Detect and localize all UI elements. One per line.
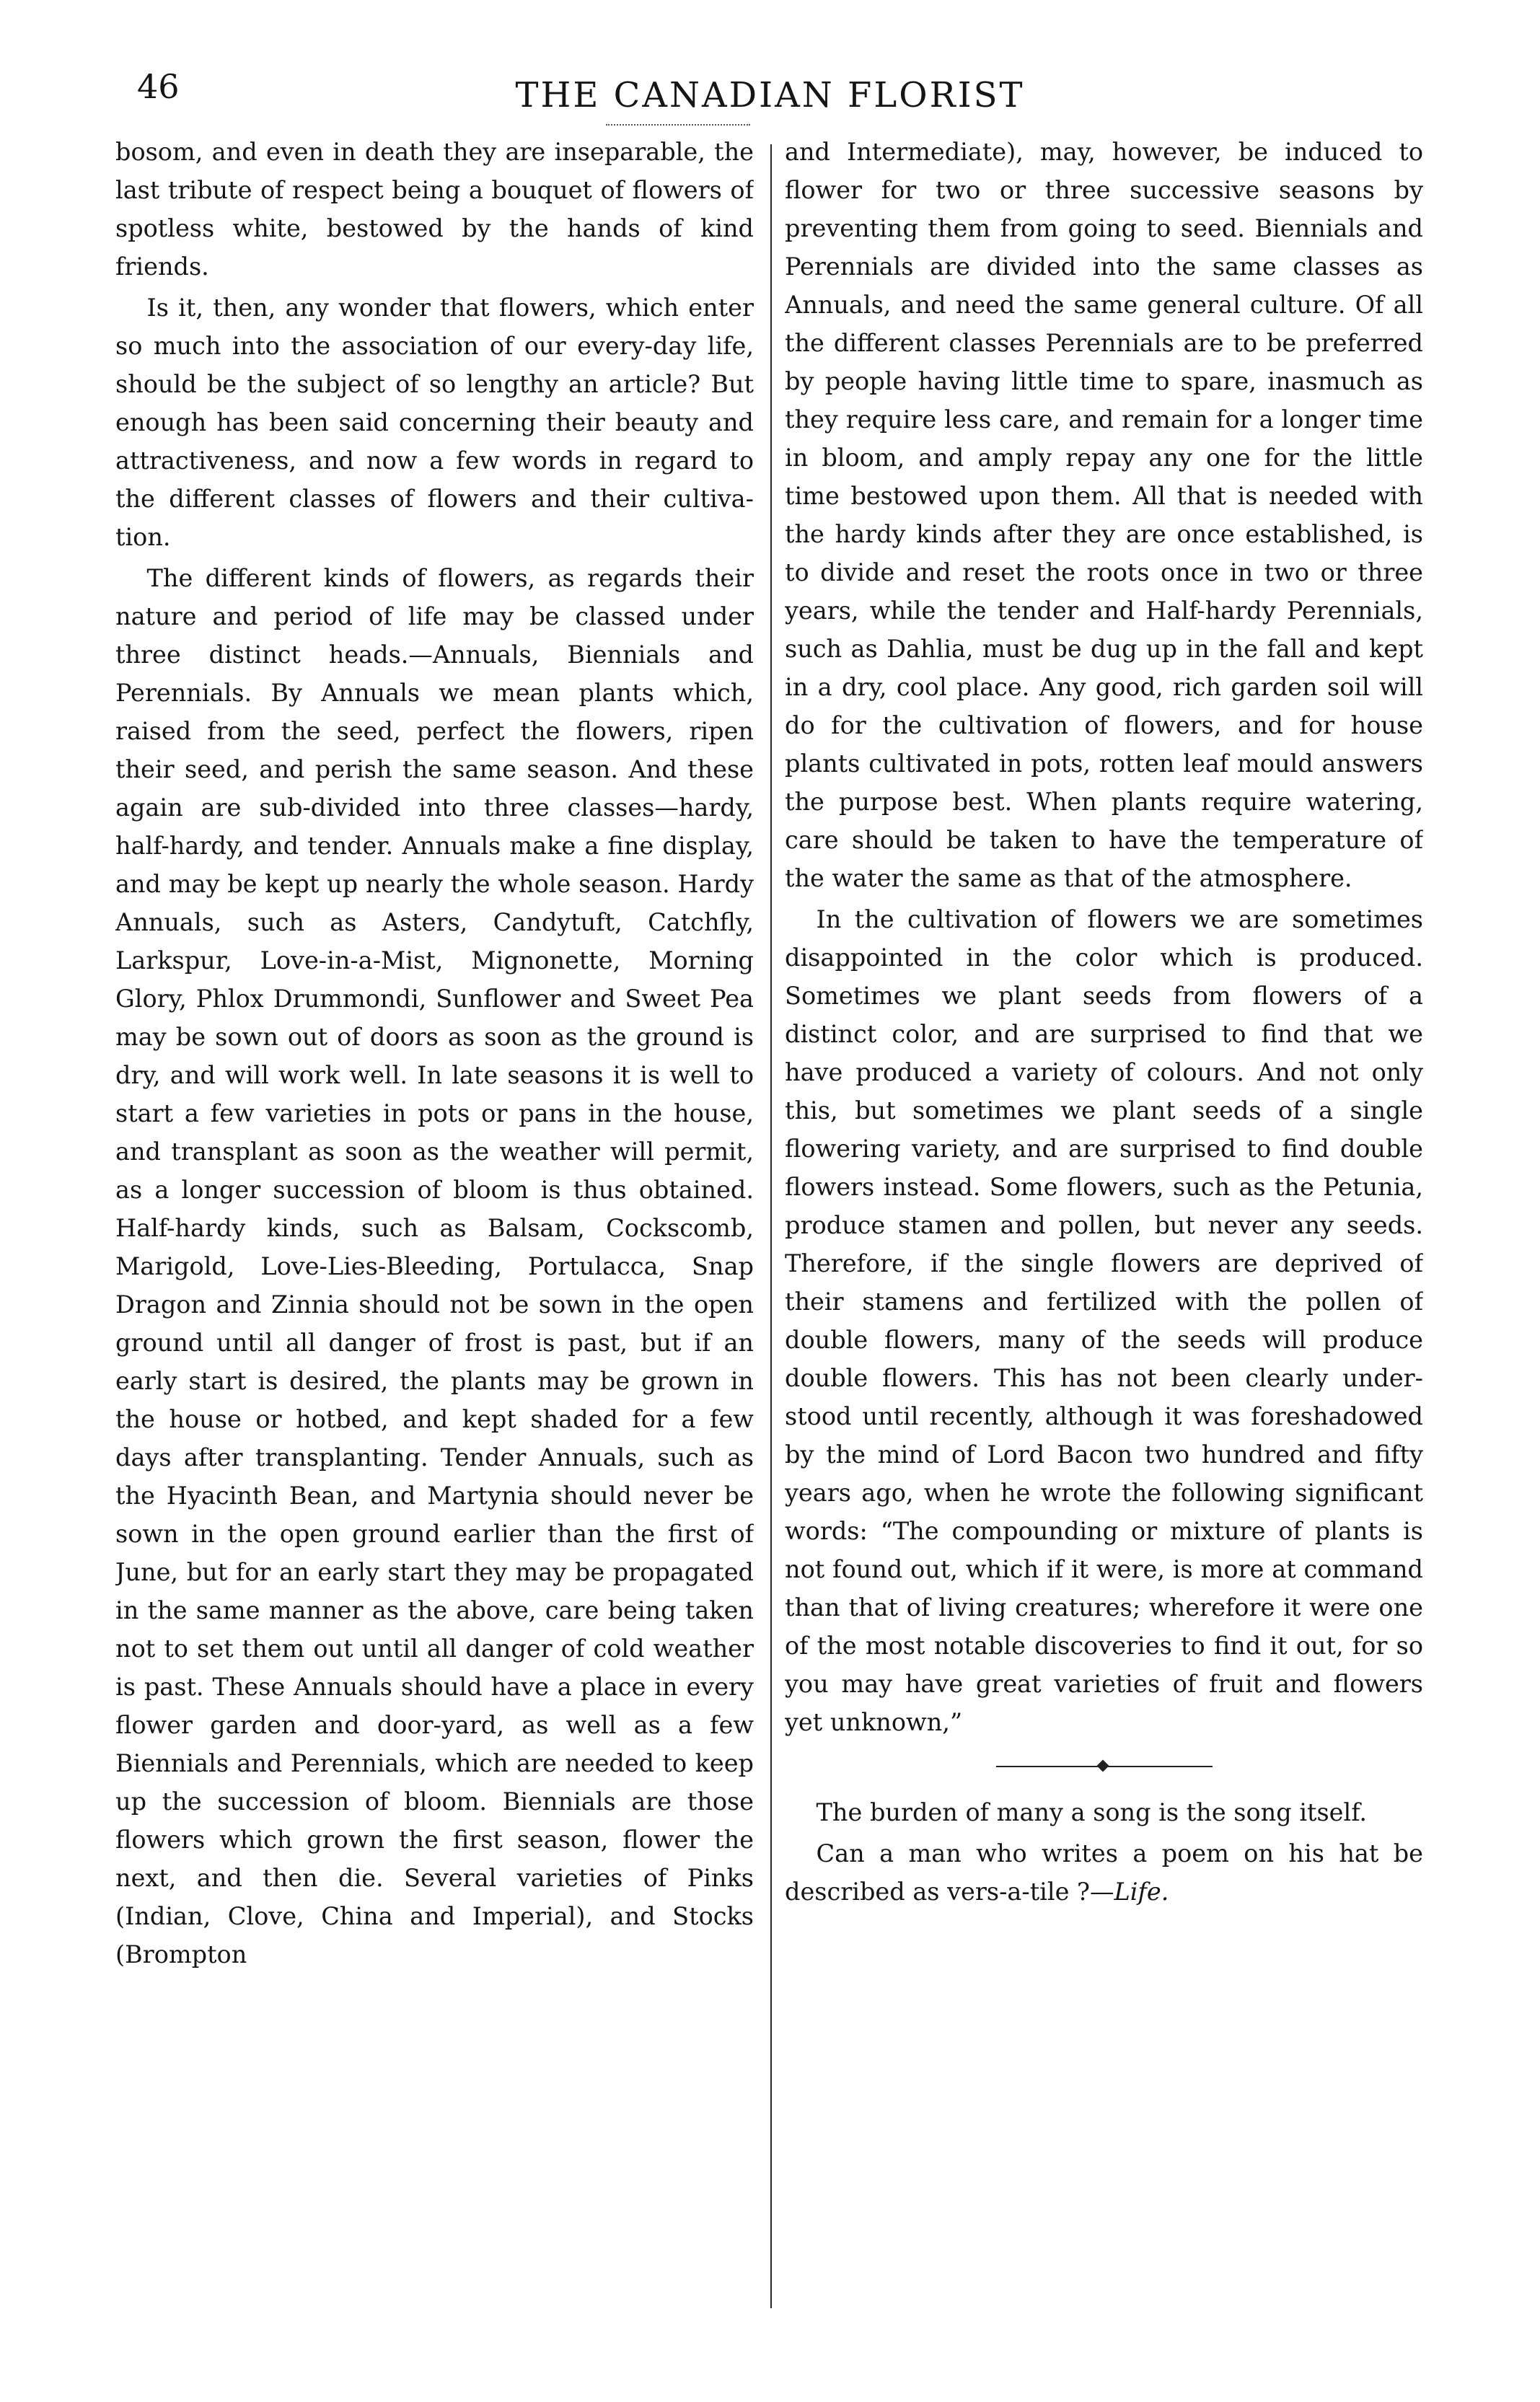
left-paragraph-2: Is it, then, any wonder that flowers, which enter so much into the association of our every-day life, should be the subject of so lengthy an article? But enough has been said concerning their beauty and attractiveness, and now a few words in regard to the different classes of flowers and their cultivation. (115, 294, 754, 551)
right-paragraph-2: In the cultivation of flowers we are sometimes disappointed in the color which is produced. Sometimes we plant seeds from flowers of a distinct color, and are surprised to find that we have produced a variety of colours. And not only this, but sometimes we plant seeds of a single flowering variety, and are surprised to find double flowers instead. Some flowers, such as the Petunia, produce stamen and pollen, but never any seeds. Therefore, if the single flowers are deprived of their stamens and fertilized with the pollen of double flowers, many of the seeds will produce double flowers. This has not been clearly understood until recently, although it was foreshadowed by the mind of Lord Bacon two hundred and fifty years ago, when he wrote the following significant words: “The compounding or mixture of plants is not found out, which if it were, is more at command than that of living creatures; wherefore it were one of the most notable discoveries to find it out, for so you may have great varieties of fruit and flowers yet unknown,” (785, 905, 1423, 1736)
left-paragraph-1: bosom, and even in death they are inseparable, the last tribute of respect being a bouquet of flowers of spotless white, bestowed by the hands of kind friends. (115, 138, 754, 281)
filler-2-text: Can a man who writes a poem on his hat be described as vers-a-tile ?— (785, 1839, 1423, 1906)
section-ornament-rule (996, 1761, 1213, 1772)
filler-paragraph-1: The burden of many a song is the song itself. (816, 1798, 1368, 1826)
left-paragraph-3: The different kinds of flowers, as regards their nature and period of life may be classed under three distinct heads.—Annuals, Biennials and Perennials. By Annuals we mean plants which, raised from the seed, perfect the flowers, ripen their seed, and perish the same season. And these again are sub-divided into three classes—hardy, half-hardy, and tender. Annuals make a fine display, and may be kept up nearly the whole season. Hardy Annuals, such as Asters, Candytuft, Catchfly, Larkspur, Love-in-a-Mist, Mignonette, Morning Glory, Phlox Drummondi, Sunflower and Sweet Pea may be sown out of doors as soon as the ground is dry, and will work well. In late seasons it is well to start a few varieties in pots or pans in the house, and transplant as soon as the weather will permit, as a longer succession of bloom is thus obtained. Half-hardy kinds, such as Balsam, Cockscomb, Marigold, Love-Lies-Bleeding, Portulacca, Snap Dragon and Zinnia should not be sown in the open ground until all danger of frost is past, but if an early start is desired, the plants may be grown in the house or hotbed, and kept shaded for a few days after transplanting. Tender Annuals, such as the Hyacinth Bean, and Martynia should never be sown in the open ground earlier than the first of June, but for an early start they may be propagated in the same manner as the above, care being taken not to set them out until all danger of cold weather is past. These Annuals should have a place in every flower garden and door-yard, as well as a few Biennials and Perennials, which are needed to keep up the succession of bloom. Biennials are those flowers which grown the first season, flower the next, and then die. Several varieties of Pinks (Indian, Clove, China and Imperial), and Stocks (Brompton (115, 564, 754, 1968)
right-paragraph-1: and Intermediate), may, however, be induced to flower for two or three successive seasons by preventing them from going to seed. Biennials and Perennials are divided into the same classes as Annuals, and need the same general culture. Of all the different classes Perennials are to be preferred by people having little time to spare, inasmuch as they require less care, and remain for a longer time in bloom, and amply repay any one for the little time bestowed upon them. All that is needed with the hardy kinds after they are once established, is to divide and reset the roots once in two or three years, while the tender and Half-hardy Perennials, such as Dahlia, must be dug up in the fall and kept in a dry, cool place. Any good, rich garden soil will do for the cultivation of flowers, and for house plants cultivated in pots, rotten leaf mould answers the purpose best. When plants require watering, care should be taken to have the temperature of the water the same as that of the atmosphere. (785, 138, 1423, 892)
filler-paragraph-2 (785, 1834, 1423, 1911)
left-column (115, 133, 754, 2304)
filler-2-source: Life. (1114, 1878, 1169, 1906)
running-title: THE CANADIAN FLORIST (515, 75, 1025, 115)
right-column (785, 133, 1423, 2304)
ornament-diamond-icon (1096, 1760, 1109, 1772)
header-dotted-rule (606, 124, 750, 126)
column-divider (770, 144, 772, 2308)
page-number: 46 (137, 67, 180, 106)
